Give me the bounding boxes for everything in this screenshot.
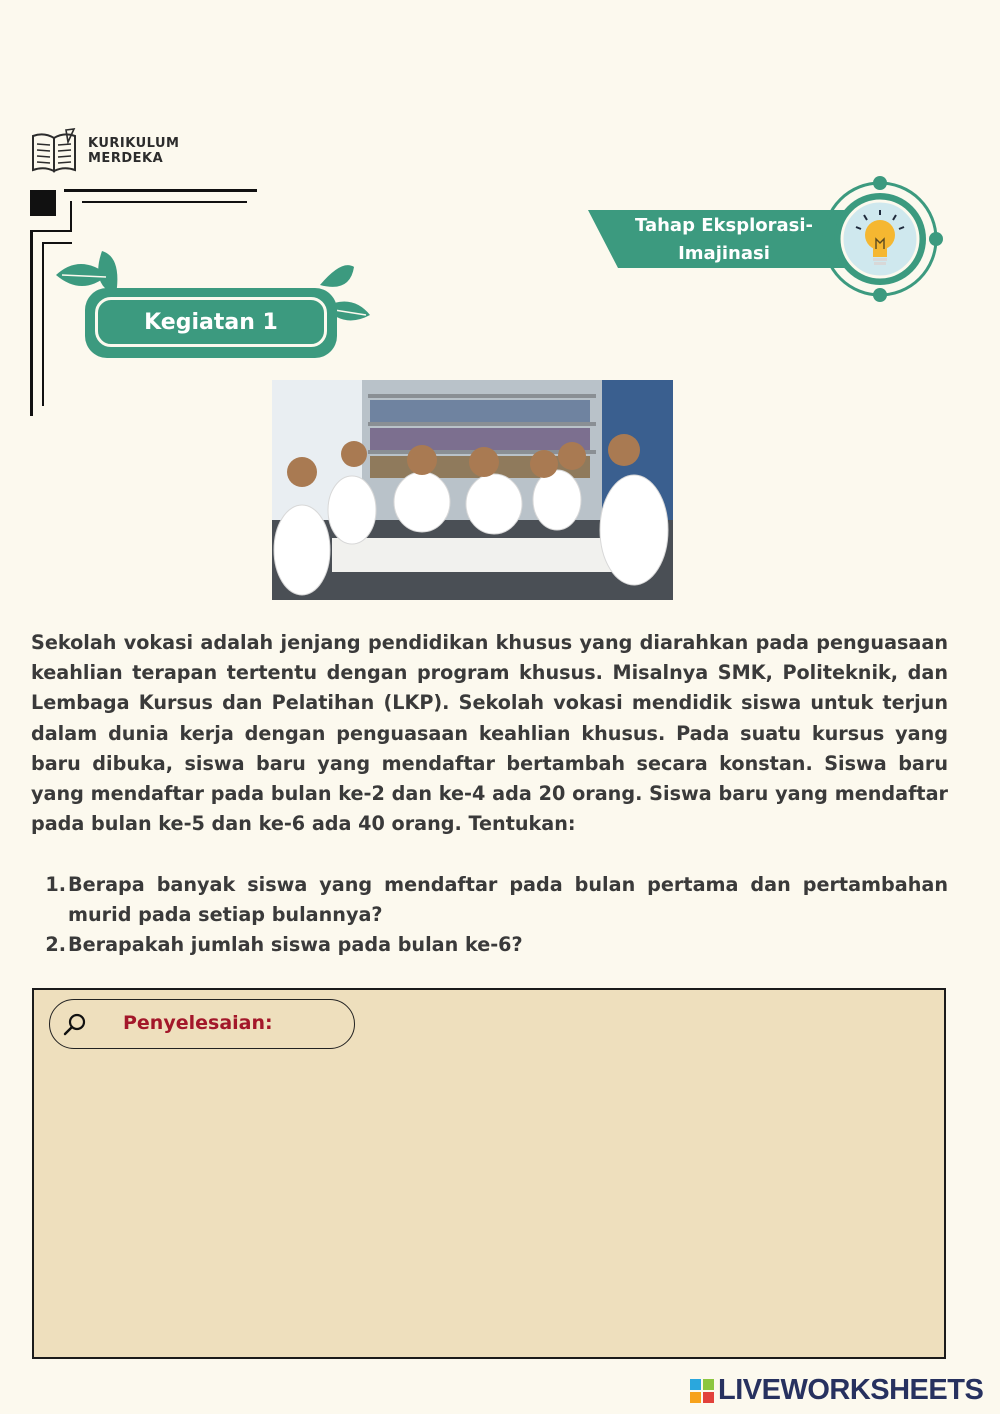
frame-line-top-2 <box>82 201 247 203</box>
problem-paragraph: Sekolah vokasi adalah jenjang pendidikan khusus yang diarahkan pada penguasaan keahlian terapan tertentu dengan program khusus. Misalnya SMK, Politeknik, dan Lembaga Kursus dan Pelatihan (LKP). Sekolah vokasi mendidik siswa untuk terjun dalam dunia kerja dengan penguasaan keahlian khusus. Pada suatu kursus yang baru dibuka, siswa baru yang mendaftar bertambah secara konstan. Siswa baru yang mendaftar pada bulan ke-2 dan ke-4 ada 20 orang. Siswa baru yang mendaftar pada bulan ke-5 dan ke-6 ada 40 orang. Tentukan: <box>31 631 948 836</box>
frame-line-top-1 <box>64 189 257 192</box>
answer-label: Penyelesaian: <box>123 1012 273 1034</box>
brand-logo <box>30 128 198 174</box>
frame-line-left-1 <box>30 230 33 416</box>
question-text: Berapakah jumlah siswa pada bulan ke-6? <box>68 933 523 957</box>
liveworksheets-logo <box>690 1374 983 1407</box>
activity-badge-inner <box>95 297 327 347</box>
stage-label <box>614 212 834 268</box>
stage-line-1: Tahap Eksplorasi- <box>635 215 813 236</box>
question-number: 2. <box>45 933 66 957</box>
frame-square <box>30 190 56 216</box>
question-list <box>31 870 948 961</box>
search-icon <box>62 1012 88 1038</box>
question-item <box>31 930 948 960</box>
stage-emblem <box>820 175 948 303</box>
frame-line-connector-3 <box>42 242 72 244</box>
frame-line-connector-1 <box>70 201 72 231</box>
frame-line-left-2 <box>42 242 44 406</box>
frame-line-connector-2 <box>30 230 72 232</box>
liveworksheets-text: LIVEWORKSHEETS <box>718 1374 984 1406</box>
question-item <box>31 870 948 930</box>
activity-label: Kegiatan 1 <box>144 309 278 335</box>
open-book-icon <box>30 128 80 174</box>
stage-line-2: Imajinasi <box>678 243 770 264</box>
liveworksheets-logo-icon <box>690 1379 714 1403</box>
question-number: 1. <box>45 873 66 896</box>
brand-name <box>88 136 198 166</box>
brand-line-2: MERDEKA <box>88 151 164 166</box>
brand-line-1: KURIKULUM <box>88 136 180 151</box>
leaf-right-1 <box>320 265 354 287</box>
classroom-photo <box>272 380 673 600</box>
question-text: Berapa banyak siswa yang mendaftar pada bulan pertama dan pertambahan murid pada setiap bulannya? <box>68 873 948 927</box>
